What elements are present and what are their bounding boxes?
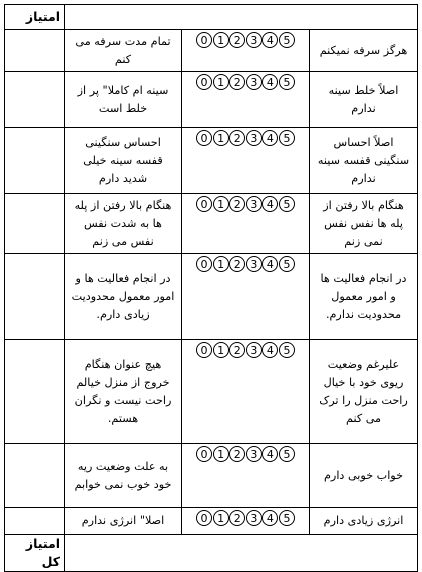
header-blank [65,5,418,30]
table-row [5,444,418,508]
scale-option-5[interactable]: 5 [279,130,295,146]
table-row [5,72,418,128]
scale-option-2[interactable]: 2 [229,256,245,272]
row-score-cell[interactable] [5,30,65,72]
rating-scale [182,508,310,535]
scale-option-5[interactable]: 5 [279,32,295,48]
rating-scale [182,254,310,340]
scale-option-4[interactable]: 4 [262,446,278,462]
row-left-statement: به علت وضعیت ریه خود خوب نمی خوابم [65,444,182,508]
row-right-statement: هنگام بالا رفتن از پله ها نفس نفس نمی زنم [310,194,418,254]
scale-option-5[interactable]: 5 [279,510,295,526]
rating-scale [182,128,310,194]
scale-option-2[interactable]: 2 [229,196,245,212]
scale-option-3[interactable]: 3 [246,510,262,526]
scale-option-1[interactable]: 1 [213,510,229,526]
scale-option-4[interactable]: 4 [262,196,278,212]
scale-option-0[interactable]: 0 [196,446,212,462]
scale-option-0[interactable]: 0 [196,342,212,358]
row-left-statement: در انجام فعالیت ها و امور معمول محدودیت زیادی دارم. [65,254,182,340]
scale-option-2[interactable]: 2 [229,446,245,462]
scale-option-4[interactable]: 4 [262,510,278,526]
table-row [5,128,418,194]
row-left-statement: هیچ عنوان هنگام خروج از منزل خیالم راحت نیست و نگران هستم. [65,340,182,444]
scale-option-5[interactable]: 5 [279,256,295,272]
total-score-label: امتیاز کل [5,535,65,572]
row-right-statement: خواب خوبی دارم [310,444,418,508]
table-row [5,254,418,340]
score-header: امتیاز [5,5,65,30]
table-row [5,340,418,444]
row-score-cell[interactable] [5,254,65,340]
row-score-cell[interactable] [5,444,65,508]
scale-option-3[interactable]: 3 [246,196,262,212]
scale-option-1[interactable]: 1 [213,32,229,48]
scale-option-4[interactable]: 4 [262,342,278,358]
scale-option-3[interactable]: 3 [246,32,262,48]
scale-option-3[interactable]: 3 [246,130,262,146]
rating-scale [182,72,310,128]
row-right-statement: انرژی زیادی دارم [310,508,418,535]
scale-option-2[interactable]: 2 [229,510,245,526]
rating-scale [182,30,310,72]
row-right-statement: اصلاً احساس سنگینی قفسه سینه ندارم [310,128,418,194]
row-score-cell[interactable] [5,72,65,128]
scale-option-2[interactable]: 2 [229,130,245,146]
scale-option-0[interactable]: 0 [196,256,212,272]
scale-option-0[interactable]: 0 [196,510,212,526]
scale-option-3[interactable]: 3 [246,256,262,272]
scale-option-4[interactable]: 4 [262,130,278,146]
row-score-cell[interactable] [5,508,65,535]
row-left-statement: احساس سنگینی قفسه سینه خیلی شدید دارم [65,128,182,194]
table-row [5,30,418,72]
scale-option-0[interactable]: 0 [196,74,212,90]
table-row [5,194,418,254]
scale-option-3[interactable]: 3 [246,342,262,358]
scale-option-0[interactable]: 0 [196,130,212,146]
scale-option-1[interactable]: 1 [213,74,229,90]
scale-option-1[interactable]: 1 [213,130,229,146]
scale-option-2[interactable]: 2 [229,342,245,358]
row-score-cell[interactable] [5,128,65,194]
scale-option-1[interactable]: 1 [213,446,229,462]
scale-option-5[interactable]: 5 [279,196,295,212]
scale-option-0[interactable]: 0 [196,196,212,212]
row-right-statement: علیرغم وضعیت ریوی خود با خیال راحت منزل را ترک می کنم [310,340,418,444]
header-row [5,5,418,30]
scale-option-5[interactable]: 5 [279,446,295,462]
row-right-statement: هرگز سرفه نمیکنم [310,30,418,72]
scale-option-5[interactable]: 5 [279,74,295,90]
row-left-statement: سینه ام کاملا" پر از خلط است [65,72,182,128]
row-left-statement: تمام مدت سرفه می کنم [65,30,182,72]
total-score-cell[interactable] [65,535,418,572]
row-right-statement: در انجام فعالیت ها و امور معمول محدودیت ندارم. [310,254,418,340]
rating-scale [182,194,310,254]
scale-option-2[interactable]: 2 [229,32,245,48]
rating-scale [182,340,310,444]
scale-option-3[interactable]: 3 [246,446,262,462]
scale-option-2[interactable]: 2 [229,74,245,90]
table-row [5,508,418,535]
row-score-cell[interactable] [5,194,65,254]
scale-option-1[interactable]: 1 [213,256,229,272]
rating-scale [182,444,310,508]
scale-option-3[interactable]: 3 [246,74,262,90]
scale-option-1[interactable]: 1 [213,342,229,358]
scale-option-5[interactable]: 5 [279,342,295,358]
scale-option-4[interactable]: 4 [262,32,278,48]
scale-option-1[interactable]: 1 [213,196,229,212]
scale-option-4[interactable]: 4 [262,256,278,272]
row-right-statement: اصلاً خلط سینه ندارم [310,72,418,128]
cat-questionnaire-table [4,4,418,572]
scale-option-4[interactable]: 4 [262,74,278,90]
row-left-statement: اصلا" انرژی ندارم [65,508,182,535]
footer-row [5,535,418,572]
row-score-cell[interactable] [5,340,65,444]
row-left-statement: هنگام بالا رفتن از پله ها به شدت نفس نفس می زنم [65,194,182,254]
scale-option-0[interactable]: 0 [196,32,212,48]
